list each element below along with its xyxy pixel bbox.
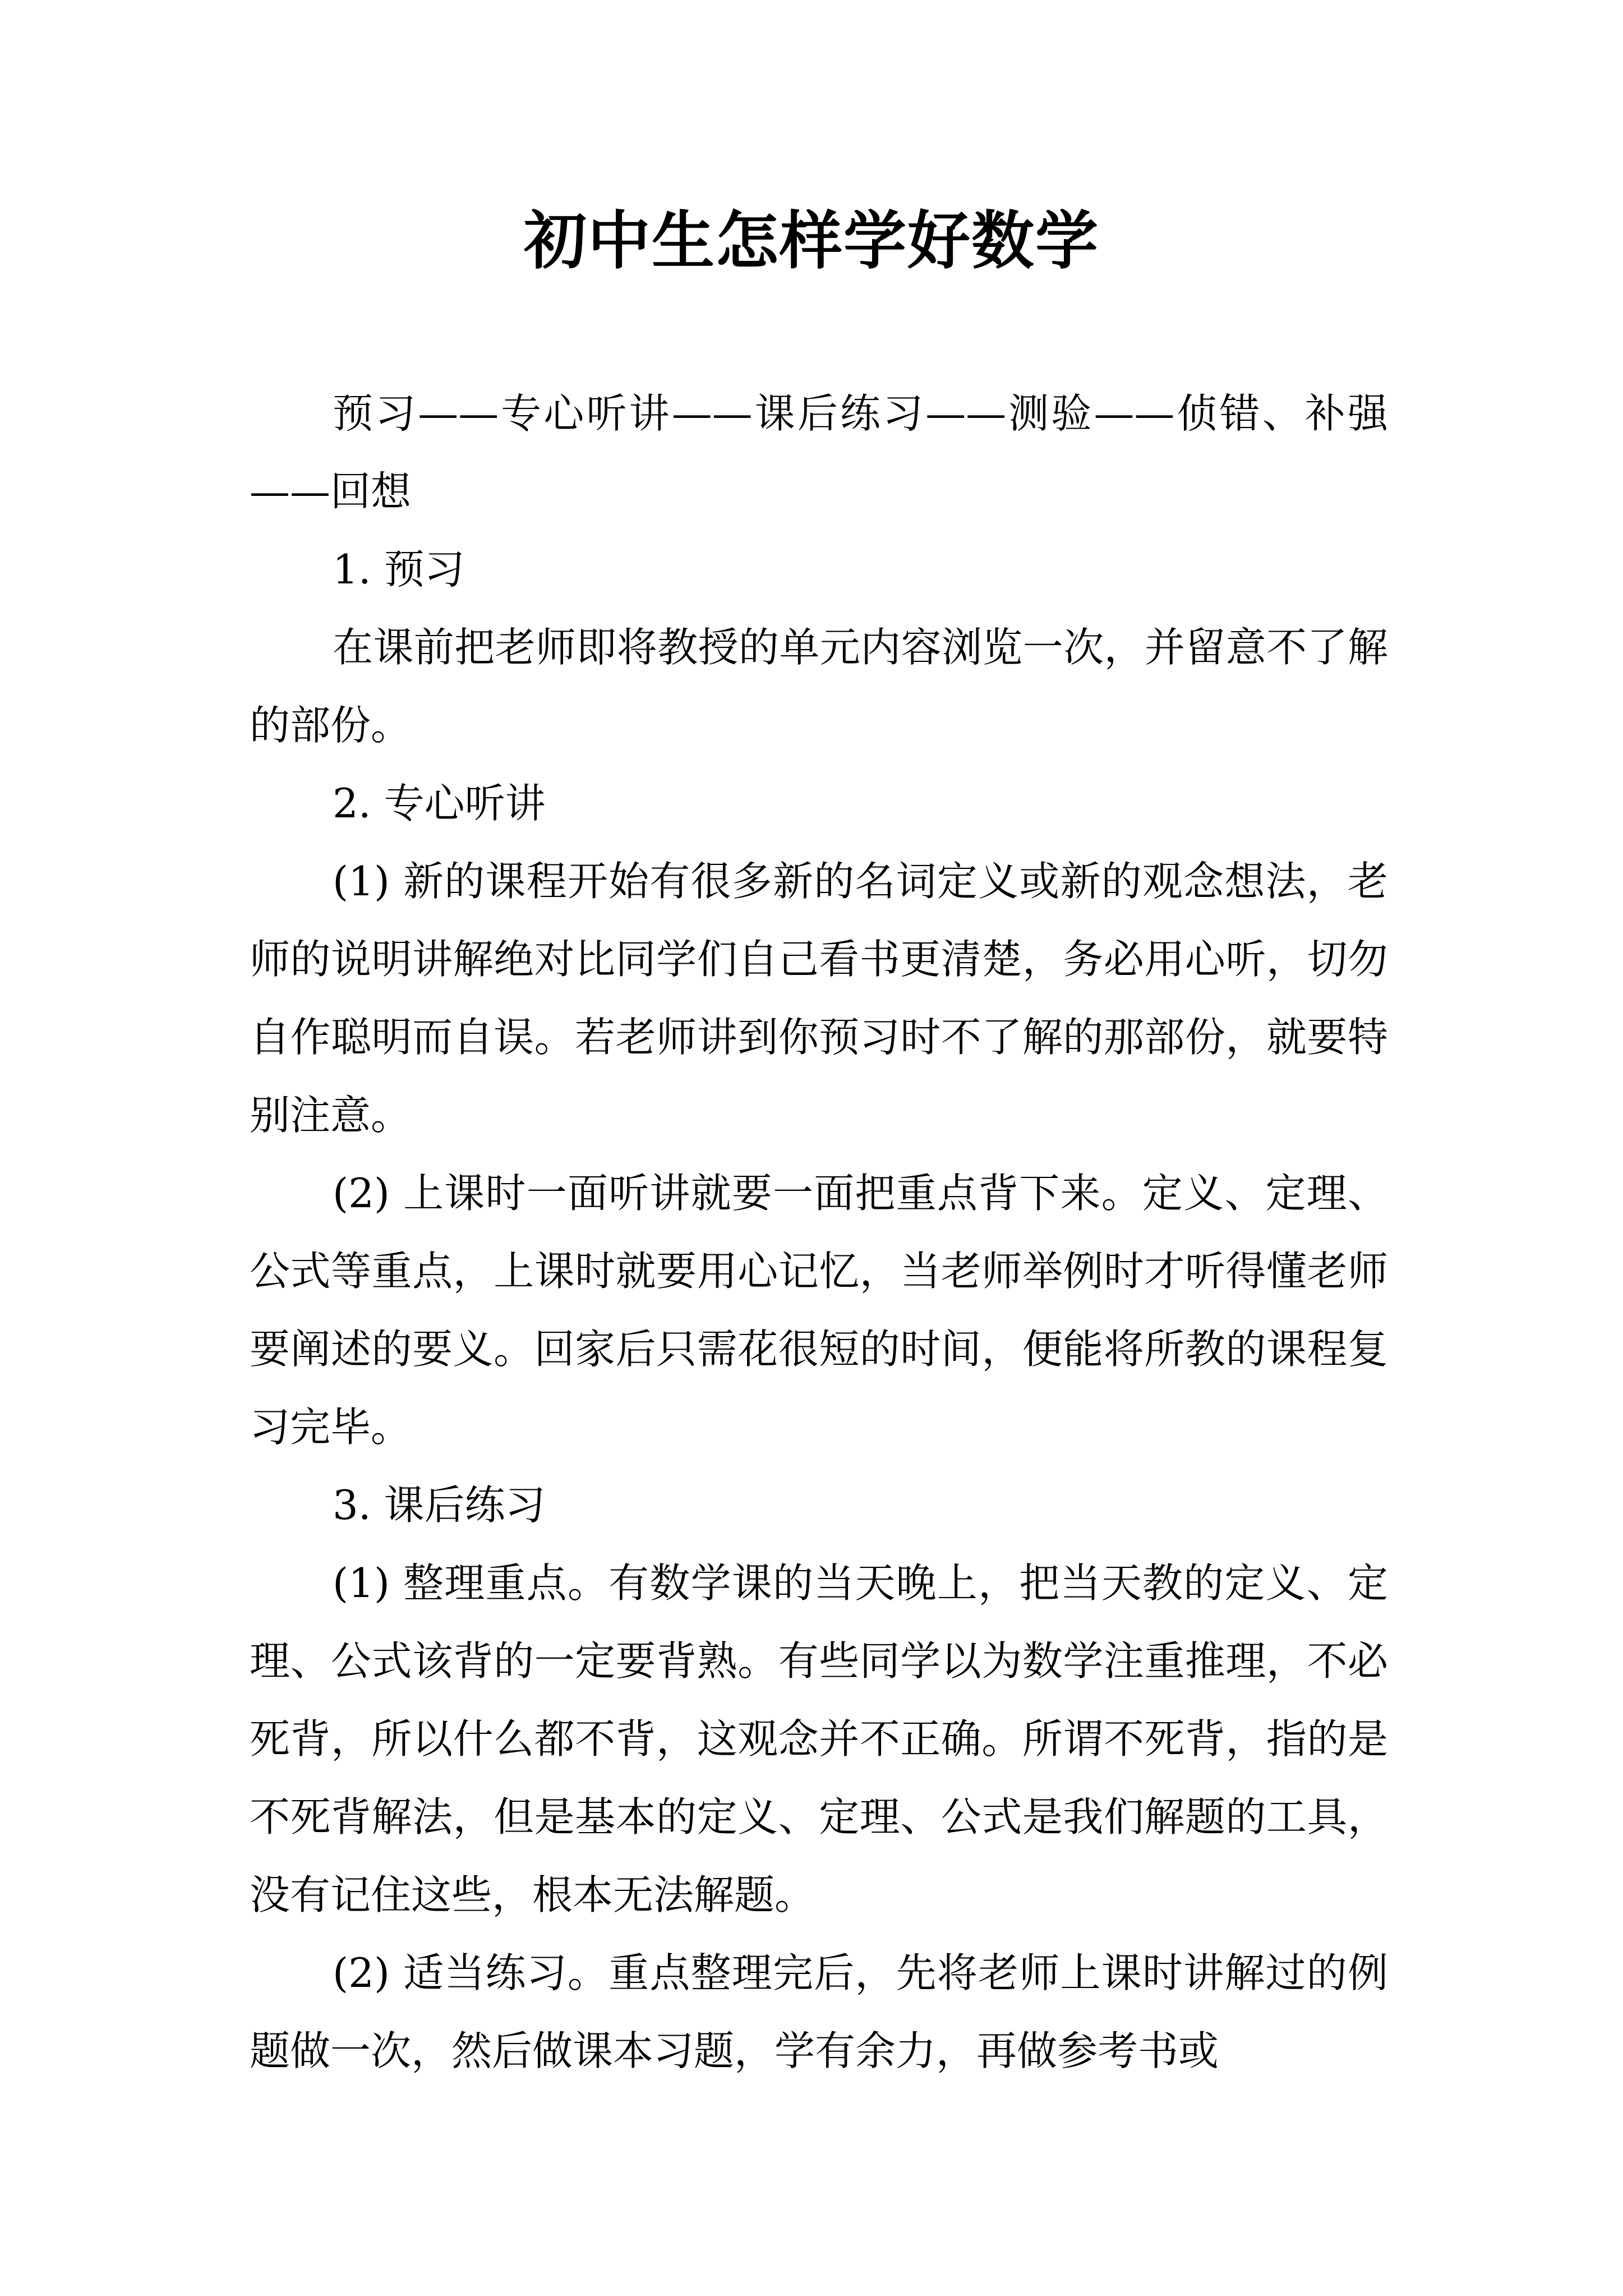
document-title: 初中生怎样学好数学: [524, 204, 1099, 278]
paragraph-preview: 在课前把老师即将教授的单元内容浏览一次，并留意不了解的部份。: [250, 624, 1388, 749]
paragraph-listen-1: (1) 新的课程开始有很多新的名词定义或新的观念想法，老师的说明讲解绝对比同学们自己看书更清楚，务必用心听，切勿自作聪明而自误。若老师讲到你预习时不了解的那部份，就要特别注意。: [250, 858, 1388, 1139]
paragraph-practice-1: (1) 整理重点。有数学课的当天晚上，把当天教的定义、定理、公式该背的一定要背熟。有些同学以为数学注重推理，不必死背，所以什么都不背，这观念并不正确。所谓不死背，指的是不死背解法，但是基本的定义、定理、公式是我们解题的工具，没有记住这些，根本无法解题。: [250, 1559, 1388, 1918]
section-heading-practice: 3. 课后练习: [333, 1481, 546, 1529]
paragraph-study-flow: 预习——专心听讲——课后练习——测验——侦错、补强——回想: [250, 390, 1388, 515]
paragraph-listen-2: (2) 上课时一面听讲就要一面把重点背下来。定义、定理、公式等重点，上课时就要用心记忆，当老师举例时才听得懂老师要阐述的要义。回家后只需花很短的时间，便能将所教的课程复习完毕。: [250, 1170, 1388, 1451]
section-heading-listen: 2. 专心听讲: [333, 780, 546, 827]
section-heading-preview: 1. 预习: [333, 546, 465, 593]
document-body: [250, 375, 1388, 2090]
paragraph-practice-2: (2) 适当练习。重点整理完后，先将老师上课时讲解过的例题做一次，然后做课本习题，学有余力，再做参考书或: [250, 1949, 1388, 2074]
